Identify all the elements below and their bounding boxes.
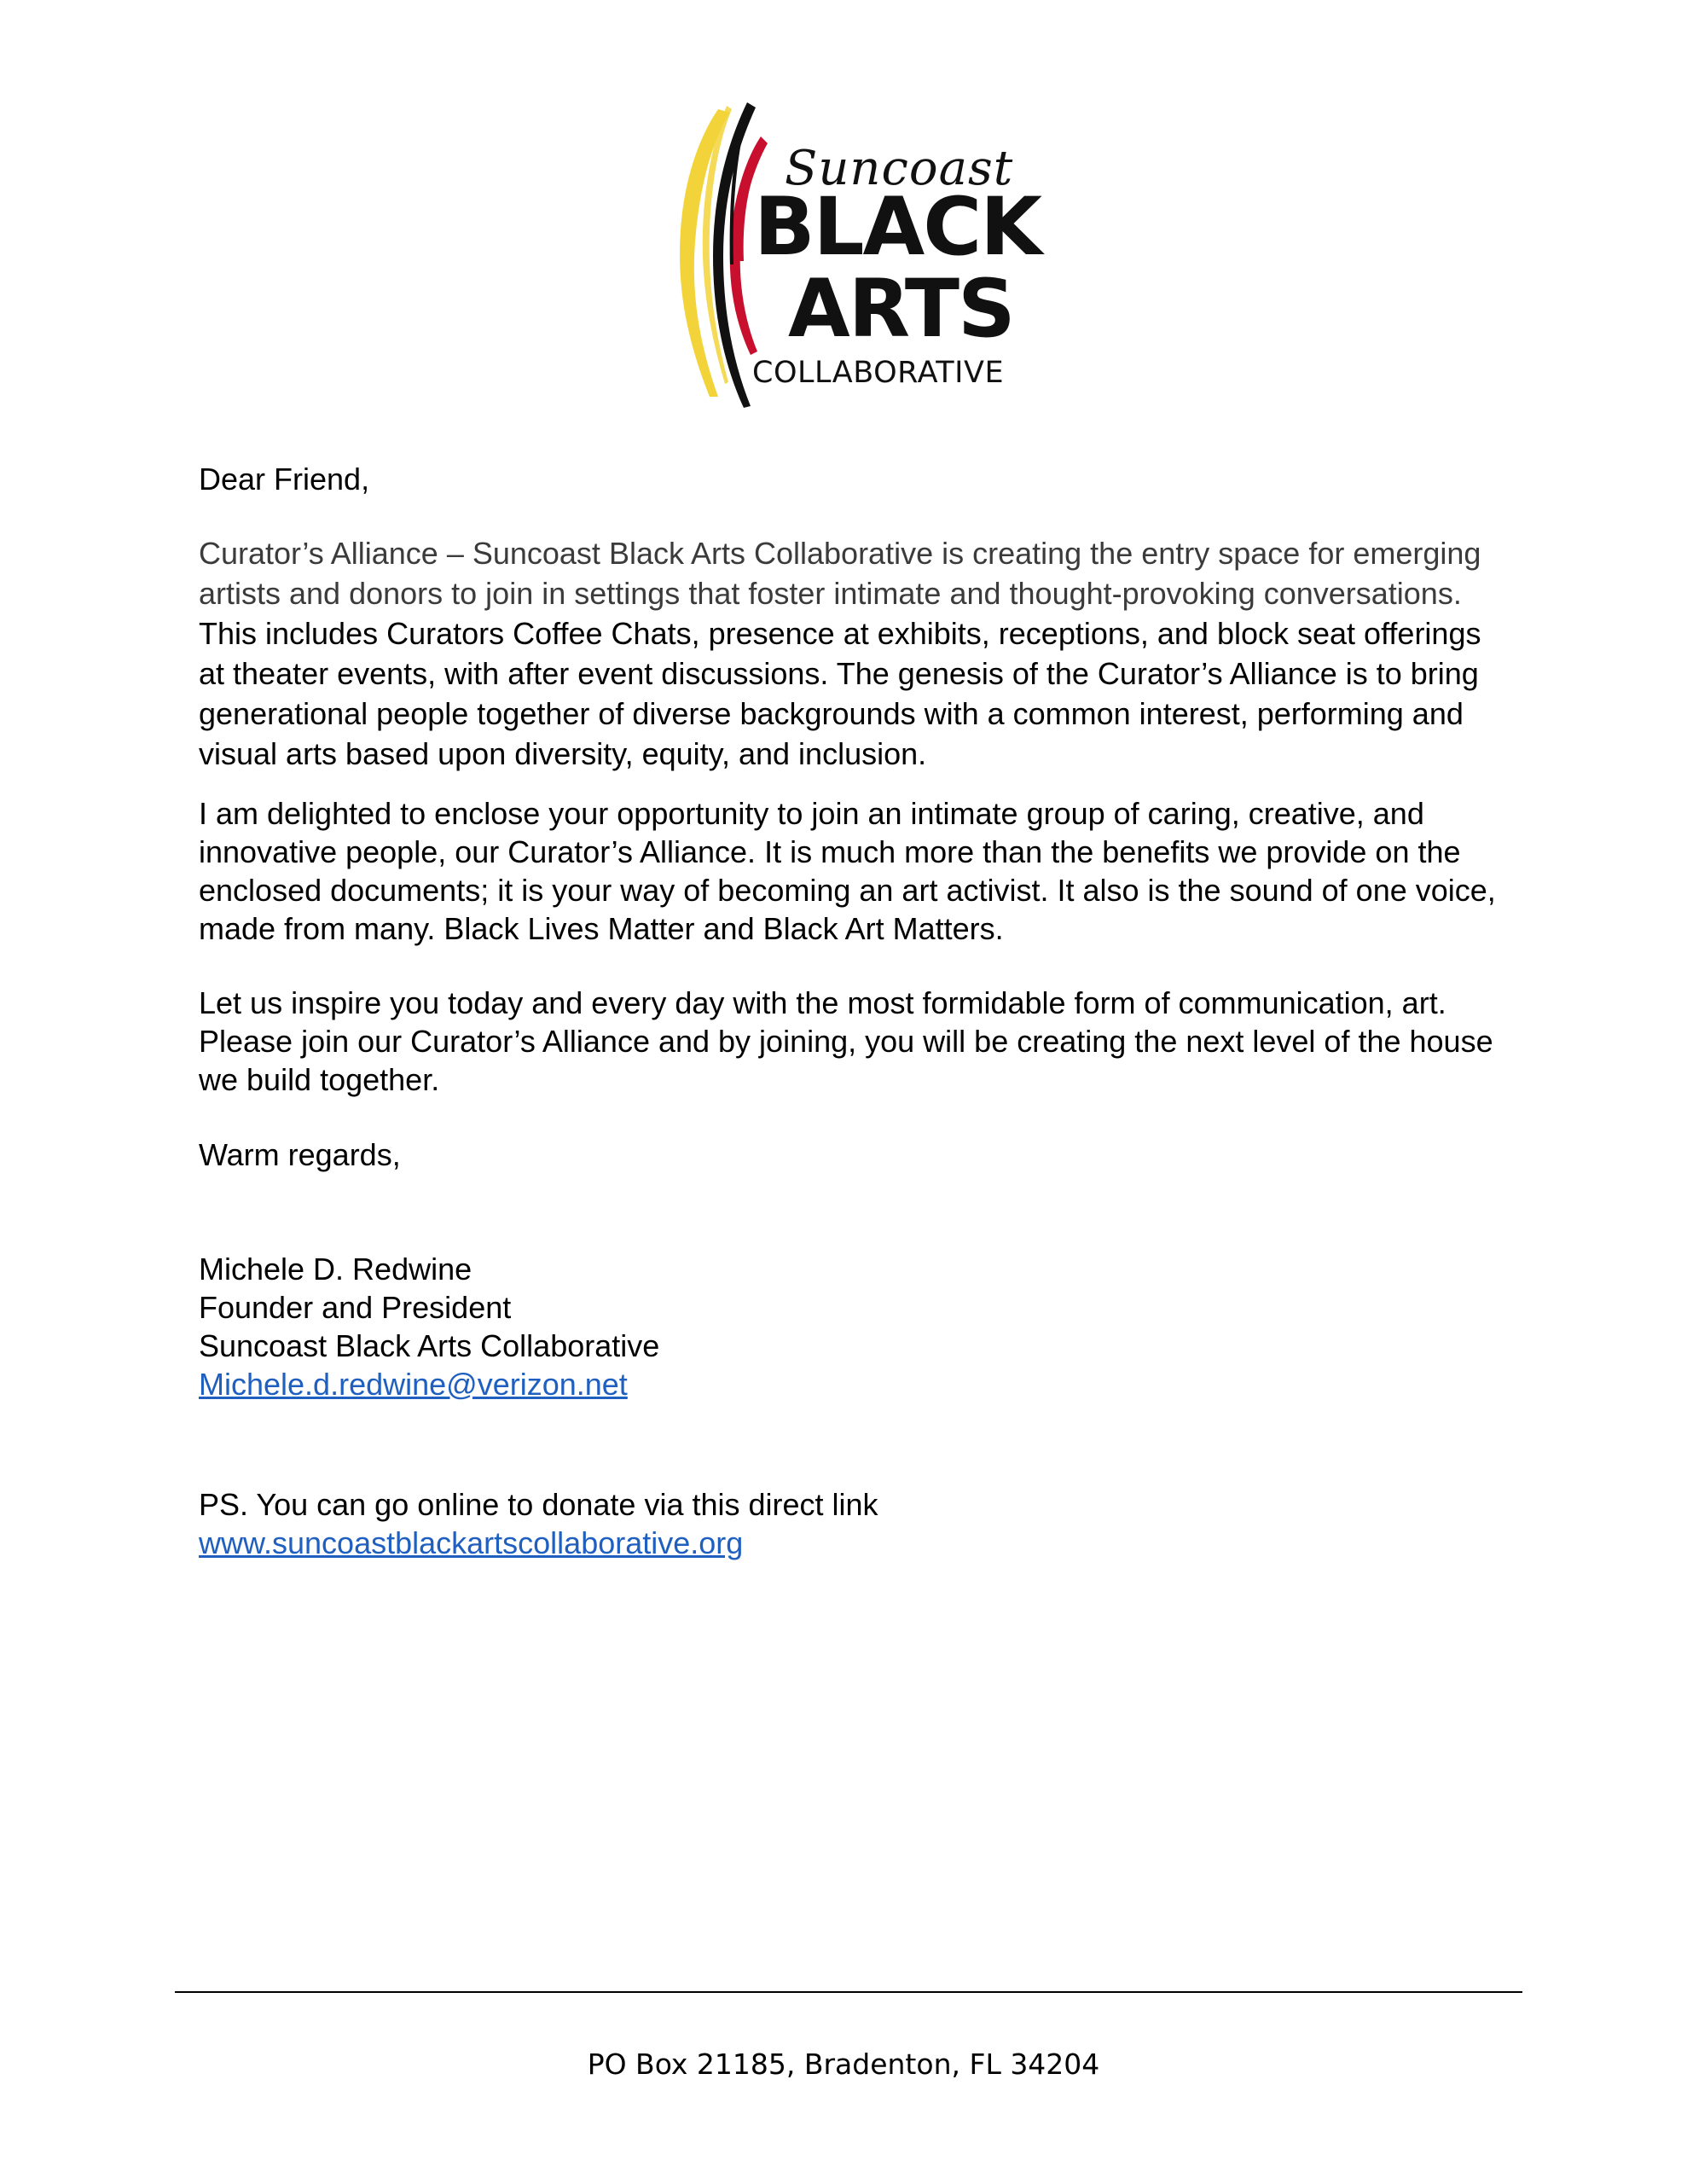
- signer-title: Founder and President: [199, 1290, 512, 1325]
- salutation: Dear Friend,: [199, 462, 370, 497]
- logo-script-text: Suncoast: [785, 141, 1014, 196]
- signer-name: Michele D. Redwine: [199, 1252, 472, 1287]
- logo-arts-text: ARTS: [788, 263, 1014, 356]
- paragraph-intro-lead: Curator’s Alliance – Suncoast Black Arts Collaborative is creating the entry space for emerging artists and donors to join in settings that foster intimate and thought-provoking conversations.: [199, 536, 1481, 611]
- postscript-text: PS. You can go online to donate via this direct link: [199, 1487, 878, 1522]
- logo-black-text: BLACK: [754, 181, 1041, 274]
- letter-body: [199, 459, 1512, 1562]
- logo-collaborative-text: COLLABORATIVE: [752, 356, 1005, 390]
- signer-email-link[interactable]: Michele.d.redwine@verizon.net: [199, 1367, 628, 1402]
- postscript: [199, 1485, 1512, 1562]
- paragraph-intro: [199, 533, 1512, 774]
- signer-organization: Suncoast Black Arts Collaborative: [199, 1328, 660, 1363]
- footer-divider: [175, 1991, 1522, 1993]
- signature-block: [199, 1250, 1512, 1403]
- paragraph-inspire: Let us inspire you today and every day with the most formidable form of communication, art. Please join our Curator’s Alliance and by joining, you will be creating the next level of the house we build together.: [199, 985, 1493, 1097]
- paragraph-invitation: I am delighted to enclose your opportunity to join an intimate group of caring, creative, and innovative people, our Curator’s Alliance. It is much more than the benefits we provide on the enclosed documents; it is your way of becoming an art activist. It also is the sound of one voice, made from many. Black Lives Matter and Black Art Matters.: [199, 796, 1496, 946]
- closing: Warm regards,: [199, 1137, 401, 1172]
- paragraph-intro-rest: This includes Curators Coffee Chats, presence at exhibits, receptions, and block seat offerings at theater events, with after event discussions. The genesis of the Curator’s Alliance is to bring generational people together of diverse backgrounds with a common interest, performing and visual arts based upon diversity, equity, and inclusion.: [199, 616, 1481, 771]
- organization-logo: [665, 102, 1041, 410]
- donate-website-link[interactable]: www.suncoastblackartscollaborative.org: [199, 1525, 744, 1560]
- footer-address: PO Box 21185, Bradenton, FL 34204: [587, 2048, 1100, 2081]
